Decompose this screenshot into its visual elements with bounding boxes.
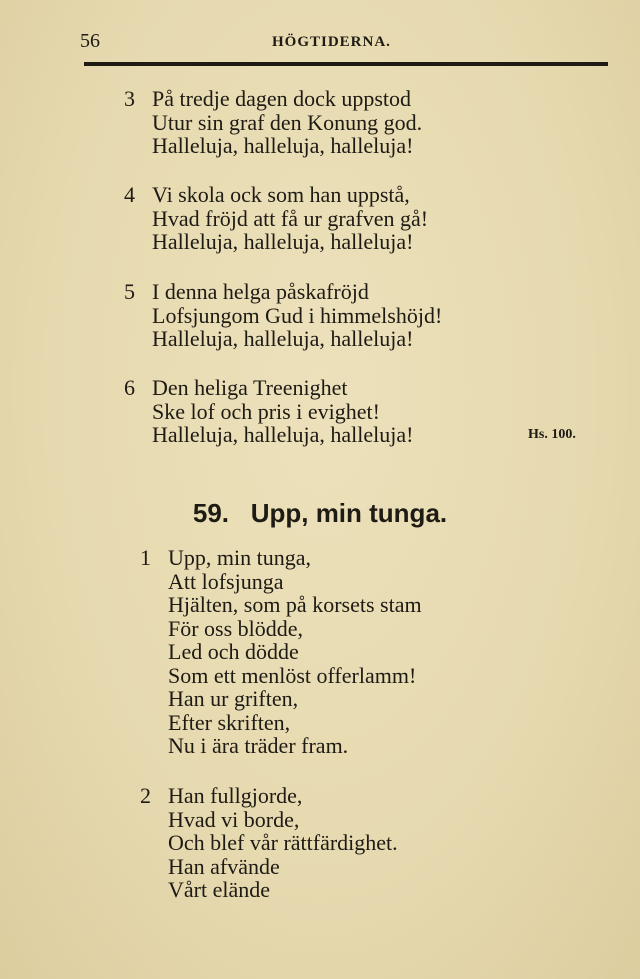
verse-number: 2 bbox=[140, 783, 151, 808]
verse-line: Efter skriften, bbox=[168, 709, 291, 735]
verse-line: Nu i ära träder fram. bbox=[168, 733, 349, 758]
verse-line: I denna helga påskafröjd bbox=[152, 279, 369, 304]
running-head: HÖGTIDERNA. bbox=[272, 34, 391, 50]
verse-line: Vårt elände bbox=[168, 877, 270, 902]
verse-line: Hvad fröjd att få ur grafven gå! bbox=[152, 205, 429, 231]
hymn-title-text: Upp, min tunga. bbox=[250, 498, 448, 528]
verse-line: Vi skola ock som han uppstå, bbox=[152, 182, 410, 207]
verse-line: Och blef vår rättfärdighet. bbox=[168, 830, 398, 855]
verse-line: Han fullgjorde, bbox=[168, 783, 303, 808]
verse-line: Att lofsjunga bbox=[168, 568, 284, 594]
hymn-title bbox=[0, 498, 640, 529]
verse-line: Han afvände bbox=[168, 853, 280, 879]
verse-number: 4 bbox=[124, 182, 135, 207]
verse-line: På tredje dagen dock uppstod bbox=[152, 86, 412, 111]
verse-line: Led och dödde bbox=[168, 639, 299, 664]
verse-line: För oss blödde, bbox=[168, 615, 304, 641]
verse-line: Den heliga Treenighet bbox=[152, 375, 348, 400]
verse-line: Halleluja, halleluja, halleluja! bbox=[152, 229, 414, 254]
verse-line: Ske lof och pris i evighet! bbox=[152, 398, 380, 424]
verse-line: Utur sin graf den Konung god. bbox=[152, 109, 423, 135]
verse-line: Halleluja, halleluja, halleluja! bbox=[152, 422, 414, 447]
hymn-number: 59. bbox=[192, 498, 230, 528]
hymn-reference: Hs. 100. bbox=[528, 427, 576, 442]
verse-line: Hvad vi borde, bbox=[168, 806, 300, 832]
page-header bbox=[80, 30, 608, 66]
verse-line: Som ett menlöst offerlamm! bbox=[168, 662, 417, 688]
verse-number: 1 bbox=[140, 545, 151, 570]
verse-line: Halleluja, halleluja, halleluja! bbox=[152, 133, 414, 158]
verse-line: Han ur griften, bbox=[168, 686, 299, 711]
verse-number: 3 bbox=[124, 86, 135, 111]
verse-line: Halleluja, halleluja, halleluja! bbox=[152, 326, 414, 351]
verse-line: Lofsjungom Gud i himmelshöjd! bbox=[152, 302, 443, 328]
verse-number: 5 bbox=[124, 279, 135, 304]
header-rule bbox=[84, 62, 608, 66]
verse-line: Upp, min tunga, bbox=[168, 545, 311, 570]
verse-line: Hjälten, som på korsets stam bbox=[168, 592, 422, 617]
page-number: 56 bbox=[80, 30, 100, 52]
verse-number: 6 bbox=[124, 375, 135, 400]
